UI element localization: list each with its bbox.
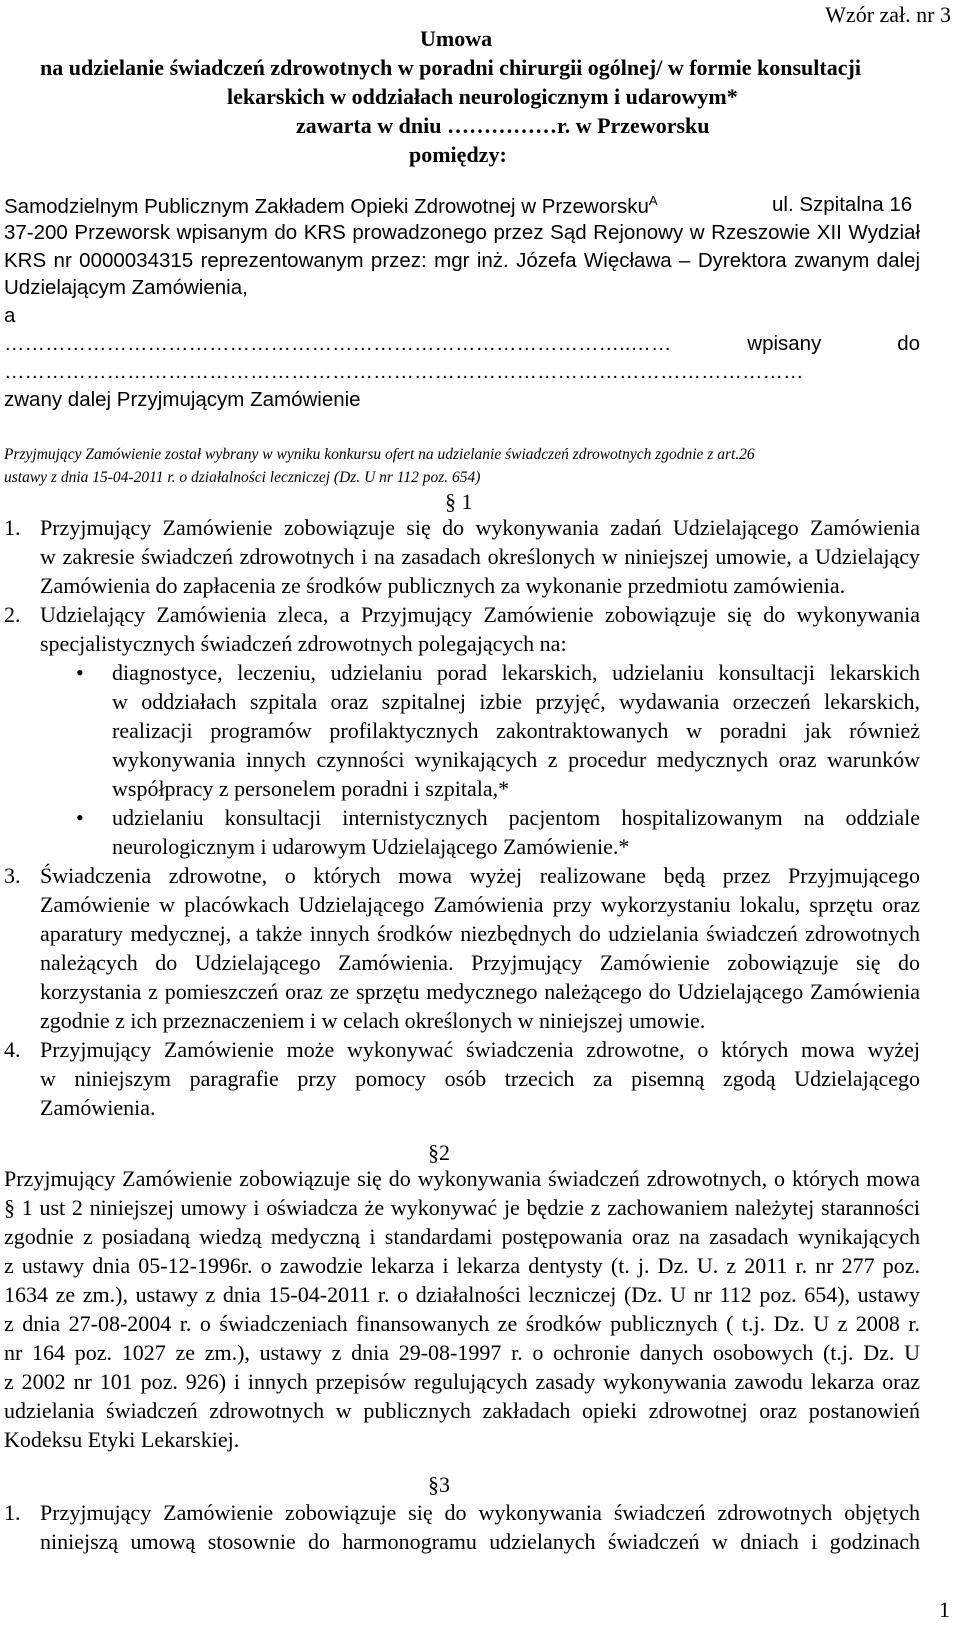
par2-line-10: Kodeksu Etyki Lekarskiej. — [4, 1427, 240, 1452]
par2-line-8: z 2002 nr 101 poz. 926) i innych przepisów regulujących zasady wykonywania zawodu lekarza oraz — [4, 1369, 920, 1394]
parties-line-4: Udzielającym Zamówienia, — [4, 276, 248, 299]
par2-line-3: zgodnie z posiadaną wiedzą medyczną i standardami postępowania oraz na zasadach wynikających — [4, 1224, 920, 1249]
section-heading-3: §3 — [428, 1472, 450, 1497]
bullet-2: • — [76, 805, 84, 830]
item-4-line-3: Zamówienia. — [40, 1095, 156, 1120]
item-3-line-5: korzystania z pomieszczeń oraz ze sprzętu medycznego należącego do Udzielającego Zamówienia — [40, 979, 920, 1004]
parties-line-2: 37-200 Przeworsk wpisanym do KRS prowadzonego przez Sąd Rejonowy w Rzeszowie XII Wydział — [4, 221, 920, 244]
par3-item-1-line-1: Przyjmujący Zamówienie zobowiązuje się do wykonywania świadczeń zdrowotnych objętych — [40, 1500, 920, 1525]
bullet-1-line-1: diagnostyce, leczeniu, udzielaniu porad lekarskich, udzielaniu konsultacji lekarskich — [112, 660, 920, 685]
item-2-line-2: specjalistycznych świadczeń zdrowotnych polegających na: — [40, 631, 567, 656]
par2-line-6: z dnia 27-08-2004 r. o świadczeniach finansowanych ze środków publicznych ( t.j. Dz. U z 2008 r. — [4, 1311, 920, 1336]
bullet-2-line-1: udzielaniu konsultacji internistycznych pacjentom hospitalizowanym na oddziale — [112, 805, 920, 830]
item-3-line-6: zgodnie z ich przeznaczeniem i w celach określonych w niniejszej umowie. — [40, 1008, 706, 1033]
par2-line-4: z ustawy dnia 05-12-1996r. o zawodzie lekarza i lekarza dentysty (t. j. Dz. U. z 2011 r. nr 277 poz. — [4, 1253, 920, 1278]
par2-line-2: § 1 ust 2 niniejszej umowy i oświadcza że wykonywać je będzie z zachowaniem należytej staranności — [4, 1195, 920, 1220]
bullet-1-line-4: wykonywania innych czynności wynikających z procedur medycznych oraz warunków — [112, 747, 920, 772]
parties-line-1-address: ul. Szpitalna 16 — [772, 193, 913, 216]
bullet-1: • — [76, 660, 84, 685]
parties-line-1 — [4, 193, 658, 219]
par3-item-1-line-2: niniejszą umową stosownie do harmonogramu udzielanych świadczeń w dniach i godzinach — [40, 1529, 920, 1554]
title-line-3: lekarskich w oddziałach neurologicznym i udarowym* — [227, 84, 738, 109]
contractor-dots-1: ………………………………………………………………………………..…… wpisany do — [4, 332, 920, 355]
title-line-2: na udzielanie świadczeń zdrowotnych w poradni chirurgii ogólnej/ w formie konsultacji — [40, 55, 861, 80]
par2-line-7: nr 164 poz. 1027 ze zm.), ustawy z dnia 29-08-1997 r. o ochronie danych osobowych (t.j. Dz. U — [4, 1340, 920, 1365]
section-heading-2: §2 — [428, 1140, 450, 1165]
item-3-line-1: Świadczenia zdrowotne, o których mowa wyżej realizowane będą przez Przyjmującego — [40, 863, 920, 888]
bullet-1-line-2: w oddziałach szpitala oraz szpitalnej izbie przyjęć, wydawania orzeczeń lekarskich, — [112, 689, 920, 714]
party-name-a: Samodzielnym Publicznym Zakładem Opieki Zdrowotnej w Przeworsku — [4, 195, 649, 218]
item-1-number: 1. — [4, 515, 21, 540]
contractor-dots-2: ……………………………………………………………………………………………………… — [4, 360, 804, 383]
par2-line-5: 1634 ze zm.), ustawy z dnia 15-04-2011 r. o działalności leczniczej (Dz. U nr 112 poz. 654), ustawy — [4, 1282, 920, 1307]
parties-line-8: zwany dalej Przyjmującym Zamówienie — [4, 388, 361, 411]
par3-item-1-number: 1. — [4, 1500, 21, 1525]
note-line-2: ustawy z dnia 15-04-2011 r. o działalności leczniczej (Dz. U nr 112 poz. 654) — [4, 469, 481, 486]
item-1-line-3: Zamówienia do zapłacenia ze środków publicznych za wykonanie przedmiotu zamówienia. — [40, 573, 846, 598]
title-umowa: Umowa — [420, 26, 493, 51]
par2-line-9: udzielania świadczeń zdrowotnych w publicznych zakładach opieki zdrowotnej oraz postanowień — [4, 1398, 920, 1423]
note-line-1: Przyjmujący Zamówienie został wybrany w wyniku konkursu ofert na udzielanie świadczeń zdrowotnych zgodnie z art.26 — [4, 446, 755, 463]
bullet-1-line-3: realizacji programów profilaktycznych zakontraktowanych w poradni jak również — [112, 718, 920, 743]
item-3-number: 3. — [4, 863, 21, 888]
item-1-line-2: w zakresie świadczeń zdrowotnych i na zasadach określonych w niniejszej umowie, a Udzielający — [40, 544, 920, 569]
party-superscript: A — [648, 193, 658, 208]
bullet-2-line-2: neurologicznym i udarowym Udzielającego Zamówienie.* — [112, 834, 630, 859]
bullet-1-line-5: współpracy z personelem poradni i szpitala,* — [112, 776, 510, 801]
parties-line-3: KRS nr 0000034315 reprezentowanym przez: mgr inż. Józefa Więcława – Dyrektora zwanym dalej — [4, 249, 920, 272]
par2-line-1: Przyjmujący Zamówienie zobowiązuje się do wykonywania świadczeń zdrowotnych, o których mowa — [4, 1166, 920, 1191]
section-heading-1: § 1 — [445, 489, 473, 514]
item-4-line-2: w niniejszym paragrafie przy pomocy osób trzecich za pisemną zgodą Udzielającego — [40, 1066, 920, 1091]
item-3-line-3: aparatury medycznej, a także innych środków niezbędnych do udzielania świadczeń zdrowotnych — [40, 921, 920, 946]
form-reference: Wzór zał. nr 3 — [825, 2, 951, 27]
item-3-line-2: Zamówienie w placówkach Udzielającego Zamówienia przy wykorzystaniu lokalu, sprzętu oraz — [40, 892, 920, 917]
item-4-line-1: Przyjmujący Zamówienie może wykonywać świadczenia zdrowotne, o których mowa wyżej — [40, 1037, 920, 1062]
page-number: 1 — [939, 1597, 950, 1622]
item-1-line-1: Przyjmujący Zamówienie zobowiązuje się do wykonywania zadań Udzielającego Zamówienia — [40, 515, 920, 540]
parties-line-5: a — [4, 304, 16, 327]
item-2-line-1: Udzielający Zamówienia zleca, a Przyjmujący Zamówienie zobowiązuje się do wykonywania — [40, 602, 920, 627]
title-line-4: zawarta w dniu ……………r. w Przeworsku — [296, 113, 710, 138]
item-3-line-4: należących do Udzielającego Zamówienia. Przyjmujący Zamówienie zobowiązuje się do — [40, 950, 920, 975]
title-line-5: pomiędzy: — [409, 142, 507, 167]
item-4-number: 4. — [4, 1037, 21, 1062]
item-2-number: 2. — [4, 602, 21, 627]
